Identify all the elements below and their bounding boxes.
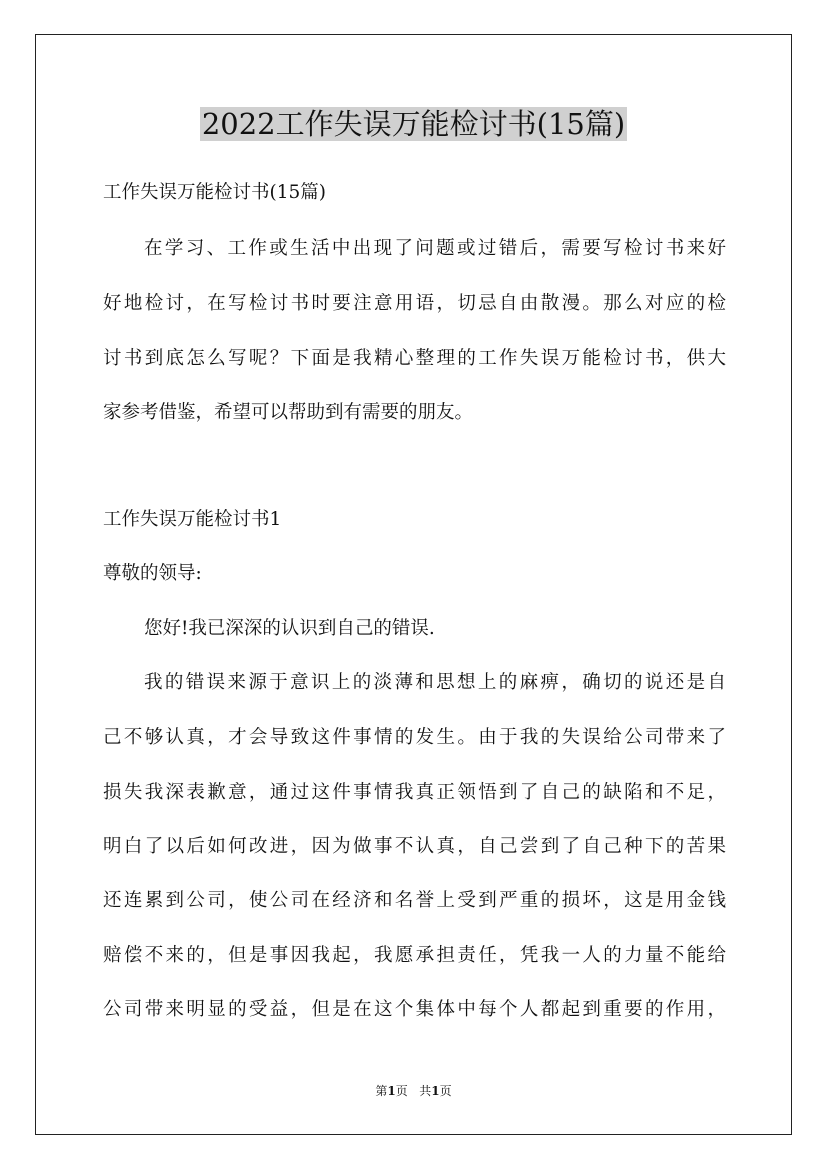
section-heading: 工作失误万能检讨书1 bbox=[103, 509, 282, 530]
document-title bbox=[0, 104, 827, 144]
footer-page-number: 1 bbox=[387, 1084, 396, 1098]
body-line-7: 公司带来明显的受益，但是在这个集体中每个人都起到重要的作用， bbox=[103, 999, 726, 1020]
footer-page-prefix: 第 bbox=[375, 1084, 388, 1098]
footer-page-suffix: 页 bbox=[395, 1084, 408, 1098]
body-line-2: 己不够认真，才会导致这件事情的发生。由于我的失误给公司带来了 bbox=[103, 727, 726, 748]
footer-total-suffix: 页 bbox=[439, 1084, 452, 1098]
body-line-6: 赔偿不来的，但是事因我起，我愿承担责任，凭我一人的力量不能给 bbox=[103, 945, 726, 966]
intro-line-2: 好地检讨，在写检讨书时要注意用语，切忌自由散漫。那么对应的检 bbox=[103, 293, 726, 314]
body-line-4: 明白了以后如何改进，因为做事不认真，自己尝到了自己种下的苦果 bbox=[103, 836, 726, 857]
footer-total-pages: 1 bbox=[431, 1084, 440, 1098]
footer-total-prefix: 共 bbox=[419, 1084, 432, 1098]
document-title-text: 2022工作失误万能检讨书(15篇) bbox=[201, 107, 626, 141]
body-line-3: 损失我深表歉意，通过这件事情我真正领悟到了自己的缺陷和不足， bbox=[103, 782, 726, 803]
salutation: 尊敬的领导: bbox=[103, 563, 202, 584]
intro-line-4: 家参考借鉴，希望可以帮助到有需要的朋友。 bbox=[103, 402, 474, 423]
greeting: 您好!我已深深的认识到自己的错误. bbox=[144, 618, 435, 639]
intro-line-3: 讨书到底怎么写呢？下面是我精心整理的工作失误万能检讨书，供大 bbox=[103, 348, 726, 369]
page-footer bbox=[0, 1083, 827, 1099]
body-line-5: 还连累到公司，使公司在经济和名誉上受到严重的损坏，这是用金钱 bbox=[103, 890, 726, 911]
document-subtitle: 工作失误万能检讨书(15篇) bbox=[103, 182, 326, 203]
body-line-1: 我的错误来源于意识上的淡薄和思想上的麻痹，确切的说还是自 bbox=[144, 672, 726, 693]
intro-line-1: 在学习、工作或生活中出现了问题或过错后，需要写检讨书来好 bbox=[144, 238, 726, 259]
